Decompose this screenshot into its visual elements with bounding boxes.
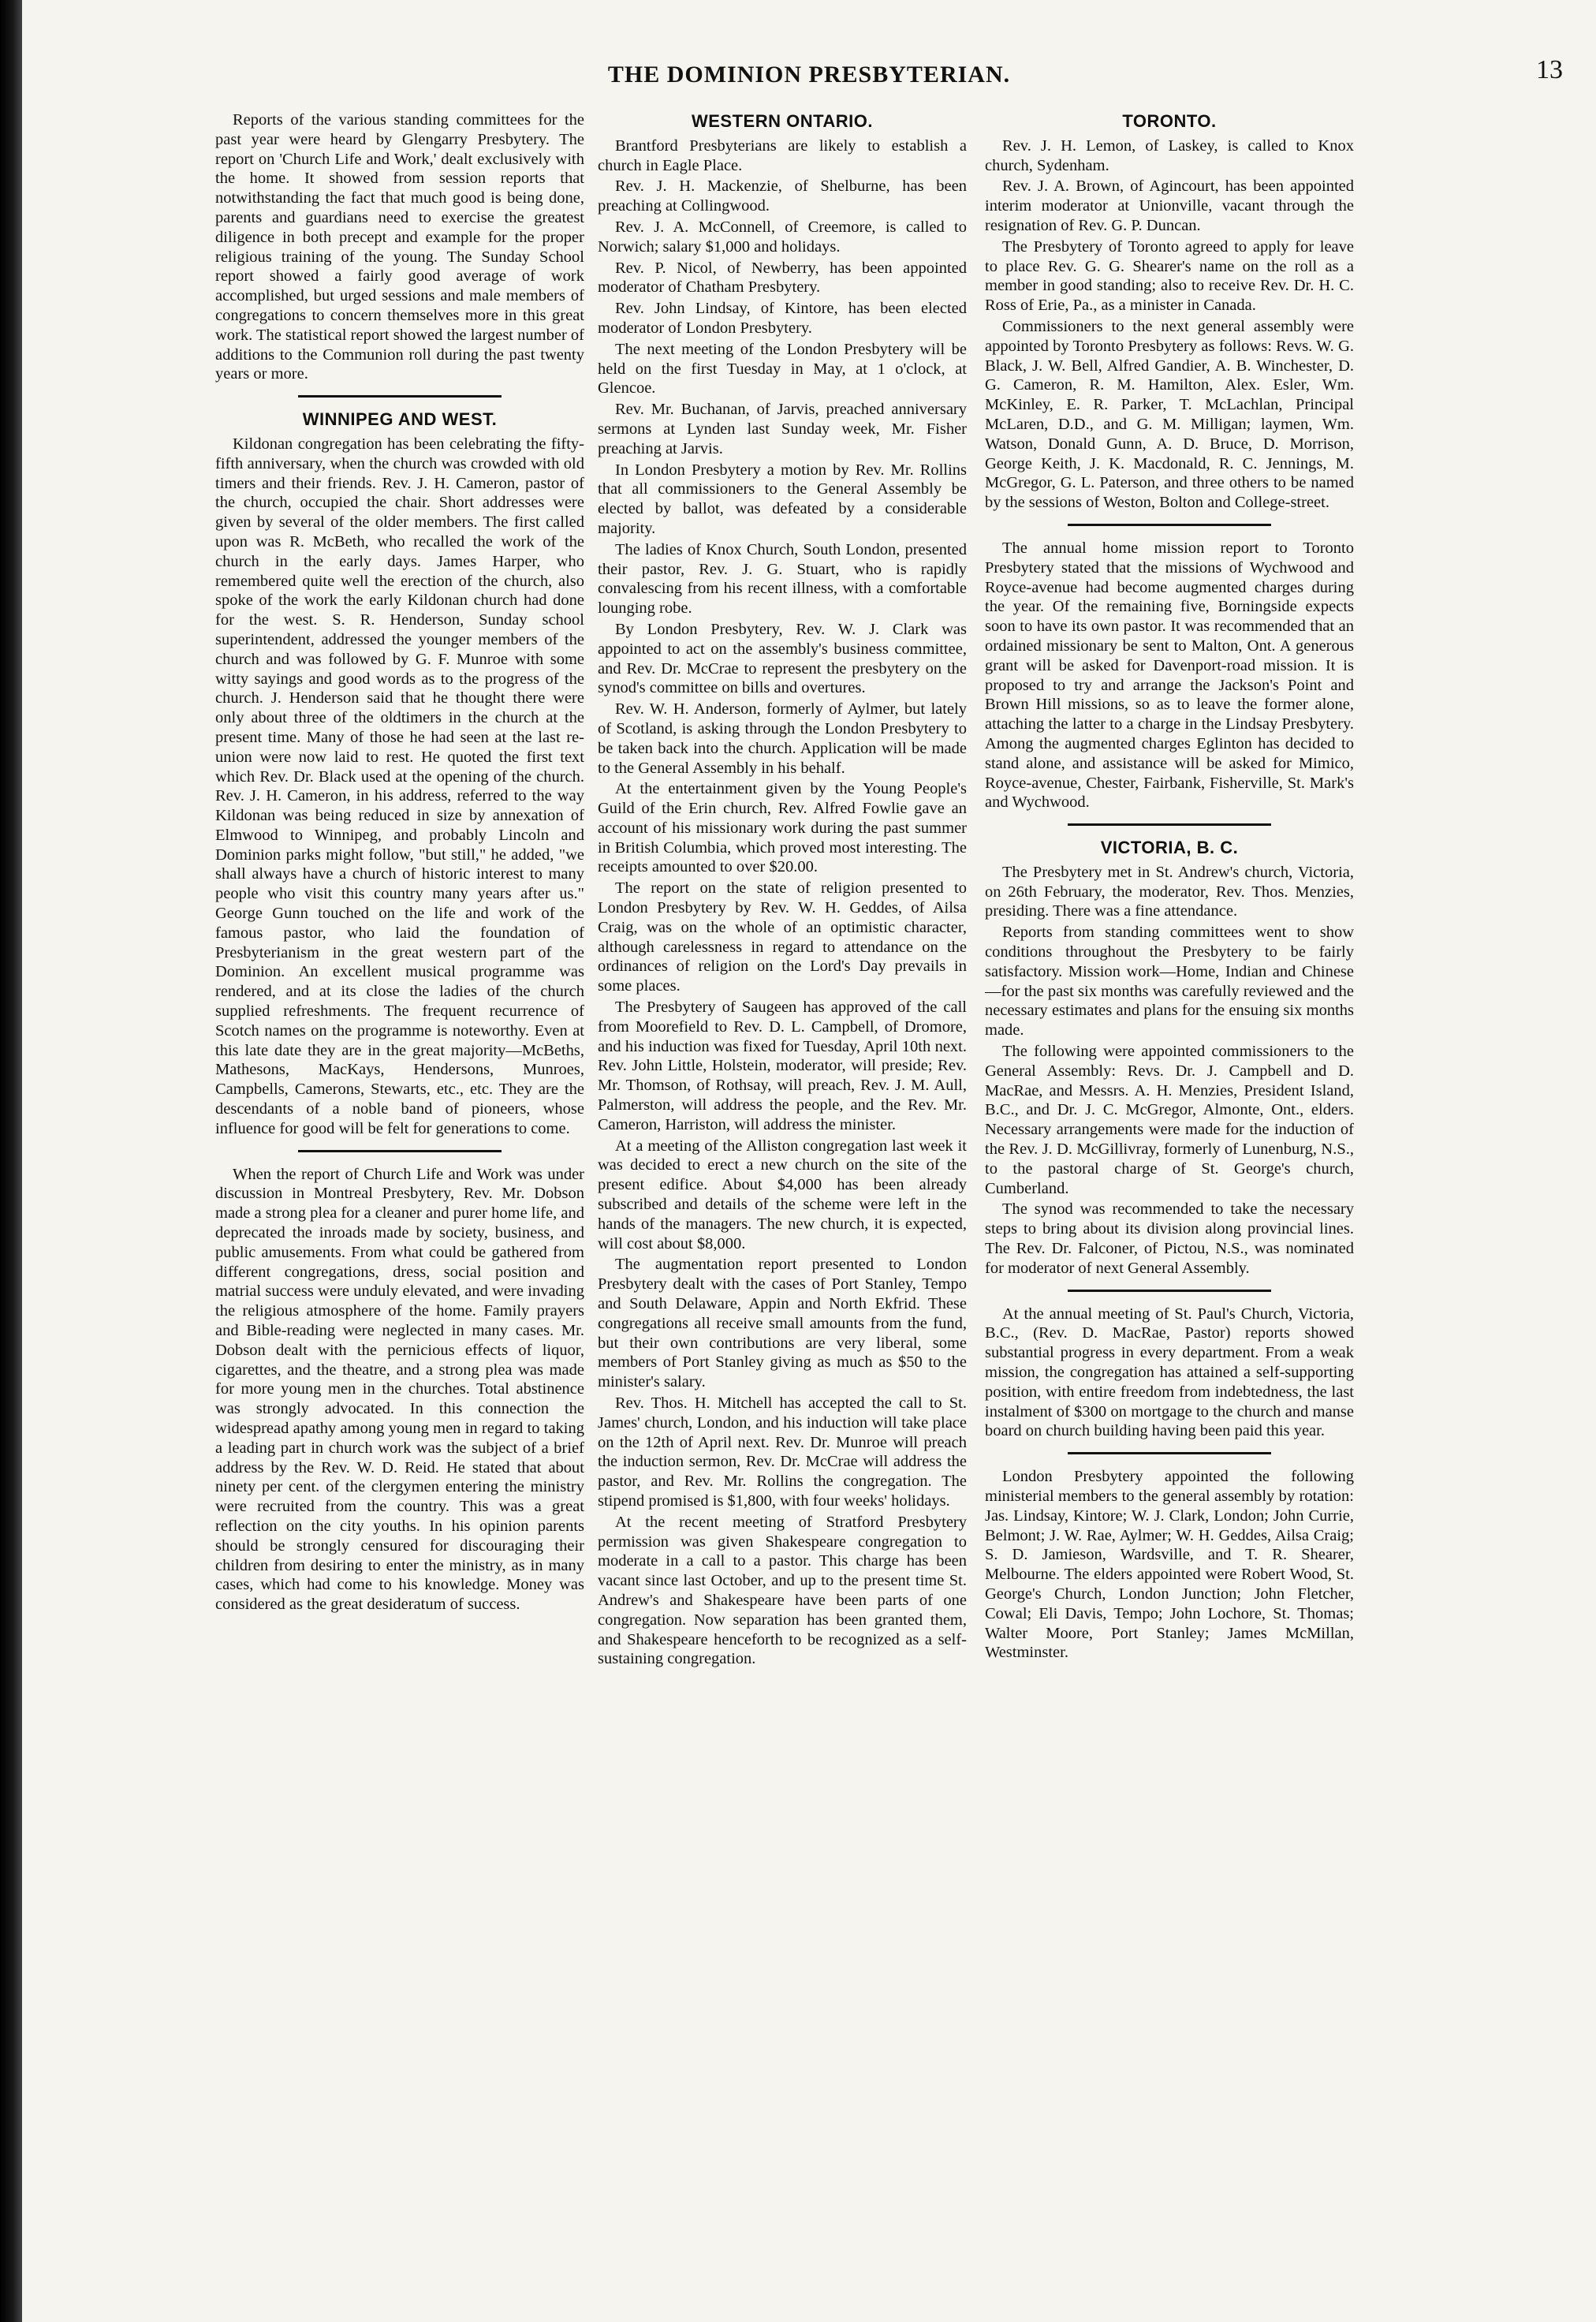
article-paragraph: The Presbytery of Saugeen has approved of the call from Moorefield to Rev. D. L. Campbell, of Dromore, and his induction was fixed for Tuesday, April 10th next. Rev. John Little, Holstein, moderator, will preside; Rev. Mr. Thomson, of Rothsay, will preach, Rev. J. M. Aull, Palmerston, will address the people, and the Rev. Mr. Cameron, Harriston, will address the minister. xyxy=(598,999,967,1133)
article-paragraph: The Presbytery met in St. Andrew's church, Victoria, on 26th February, the moderator, Rev. Thos. Menzies, presiding. There was a fine attendance. xyxy=(985,863,1354,920)
section-divider xyxy=(298,395,501,398)
article-paragraph: Rev. P. Nicol, of Newberry, has been appointed moderator of Chatham Presbytery. xyxy=(598,259,967,297)
section-divider xyxy=(1068,823,1270,826)
section-heading: WESTERN ONTARIO. xyxy=(691,111,874,131)
page-number: 13 xyxy=(1536,55,1563,84)
section-heading: TORONTO. xyxy=(1122,111,1217,131)
article-paragraph: Rev. J. A. Brown, of Agincourt, has been appointed interim moderator at Unionville, vacant through the resignation of Rev. G. P. Duncan. xyxy=(985,177,1354,234)
article-paragraph: Rev. Thos. H. Mitchell has accepted the call to St. James' church, London, and his induction will take place on the 12th of April next. Rev. Dr. Munroe will preach the induction sermon, Rev. Dr. McCrae will address the pastor, and Rev. Mr. Rollins the congregation. The stipend promised is $1,800, with four weeks' holidays. xyxy=(598,1394,967,1510)
article-paragraph: Rev. J. H. Mackenzie, of Shelburne, has been preaching at Collingwood. xyxy=(598,177,967,215)
article-paragraph: Rev. John Lindsay, of Kintore, has been elected moderator of London Presbytery. xyxy=(598,300,967,337)
article-paragraph: Reports from standing committees went to show conditions throughout the Presbytery to be fairly satisfactory. Mission work—Home, Indian and Chinese—for the past six months was carefully reviewed and the necessary estimates and plans for the ensuing six months made. xyxy=(985,924,1354,1040)
article-paragraph: By London Presbytery, Rev. W. J. Clark was appointed to act on the assembly's business committee, and Rev. Dr. McCrae to represent the presbytery on the synod's committee on bills and overtures. xyxy=(598,620,967,697)
article-paragraph: Rev. J. A. McConnell, of Creemore, is called to Norwich; salary $1,000 and holidays. xyxy=(598,218,967,256)
section-divider xyxy=(298,1150,501,1152)
article-paragraph: The Presbytery of Toronto agreed to apply for leave to place Rev. G. G. Shearer's name on the roll as a member in good standing; also to receive Rev. Dr. H. C. Ross of Erie, Pa., as a minister in Canada. xyxy=(985,237,1354,315)
article-paragraph: At a meeting of the Alliston congregation last week it was decided to erect a new church on the site of the present edifice. About $4,000 has been already subscribed and details of the scheme were left in the hands of the managers. The new church, it is expected, will cost about $8,000. xyxy=(598,1137,967,1252)
column-3 xyxy=(985,110,1354,2295)
article-paragraph: Reports of the various standing committees for the past year were heard by Glengarry Presbytery. The report on 'Church Life and Work,' dealt exclusively with the home. It showed from session reports that notwithstanding the fact that much good is being done, parents and guardians need to exercise the greatest diligence in both precept and example for the proper religious training of the young. The Sunday School report showed a fairly good average of work accomplished, but urged sessions and male members of congregations to concern themselves more in this great work. The statistical report showed the largest number of additions to the Communion roll during the past twenty years or more. xyxy=(215,111,584,383)
article-paragraph: The synod was recommended to take the necessary steps to bring about its division along provincial lines. The Rev. Dr. Falconer, of Pictou, N.S., was nominated for moderator of next General Assembly. xyxy=(985,1200,1354,1277)
article-paragraph: In London Presbytery a motion by Rev. Mr. Rollins that all commissioners to the General Assembly be elected by ballot, was defeated by a considerable majority. xyxy=(598,461,967,537)
article-paragraph: The ladies of Knox Church, South London, presented their pastor, Rev. J. G. Stuart, who is rapidly convalescing from his recent illness, with a comfortable lounging robe. xyxy=(598,540,967,618)
article-paragraph: London Presbytery appointed the following ministerial members to the general assembly by rotation: Jas. Lindsay, Kintore; W. J. Clark, London; John Currie, Belmont; J. W. Rae, Aylmer; W. H. Geddes, Ailsa Craig; S. D. Jamieson, Wardsville, and T. R. Shearer, Melbourne. The elders appointed were Robert Wood, St. George's Church, London Junction; John Fletcher, Cowal; Eli Davis, Tempo; John Lochore, St. Thomas; Walter Moore, Port Stanley; James McMillan, Westminster. xyxy=(985,1468,1354,1662)
section-divider xyxy=(1068,1452,1270,1454)
article-paragraph: Rev. W. H. Anderson, formerly of Aylmer, but lately of Scotland, is asking through the London Presbytery to be taken back into the church. Application will be made to the General Assembly in his behalf. xyxy=(598,700,967,777)
article-paragraph: Brantford Presbyterians are likely to establish a church in Eagle Place. xyxy=(598,136,967,174)
column-1 xyxy=(215,110,584,2295)
article-paragraph: Commissioners to the next general assembly were appointed by Toronto Presbytery as follows: Revs. W. G. Black, J. W. Bell, Alfred Gandier, A. B. Winchester, D. G. Cameron, R. M. Hamilton, Alex. Esler, Wm. McKinley, E. R. Parker, T. McLachlan, Principal McLaren, D.D., and G. M. Milligan; laymen, Wm. Watson, Donald Gunn, A. D. Bruce, D. Morrison, George Keith, J. K. Macdonald, R. C. Jennings, M. McGregor, G. L. Paterson, and three others to be named by the sessions of Weston, Bolton and College-street. xyxy=(985,317,1354,512)
article-paragraph: Rev. Mr. Buchanan, of Jarvis, preached anniversary sermons at Lynden last Sunday week, Mr. Fisher preaching at Jarvis. xyxy=(598,401,967,457)
publication-title: THE DOMINION PRESBYTERIAN. xyxy=(607,62,1011,88)
article-paragraph: At the entertainment given by the Young People's Guild of the Erin church, Rev. Alfred Fowlie gave an account of his missionary work during the past summer in British Columbia, which proved most interesting. The receipts amounted to over $20.00. xyxy=(598,780,967,876)
article-paragraph: The next meeting of the London Presbytery will be held on the first Tuesday in May, at 1 o'clock, at Glencoe. xyxy=(598,340,967,398)
article-paragraph: The report on the state of religion presented to London Presbytery by Rev. W. H. Geddes, of Ailsa Craig, was on the whole of an optimistic character, although carelessness in regard to attendance on the ordinances of religion on the Lord's Day prevails in some places. xyxy=(598,879,967,995)
page-header xyxy=(22,55,1596,109)
section-heading: VICTORIA, B. C. xyxy=(1100,838,1239,858)
section-heading: WINNIPEG AND WEST. xyxy=(302,409,498,430)
scan-edge xyxy=(0,0,22,2322)
article-paragraph: The annual home mission report to Toronto Presbytery stated that the missions of Wychwood and Royce-avenue had become augmented charges during the year. Of the remaining five, Borningside expects soon to have its own pastor. It was recommended that an ordained missionary be sent to Malton, Ont. A generous grant will be asked for Davenport-road mission. It is proposed to try and arrange the Jackson's Point and Brown Hill missions, so as to leave the former alone, attaching the latter to a charge in the Lindsay Presbytery. Among the augmented charges Eglinton has decided to stand alone, and assistance will be asked for Mimico, Royce-avenue, Chester, Fairbank, Fisherville, St. Mark's and Wychwood. xyxy=(985,539,1354,812)
newspaper-page xyxy=(22,0,1596,2322)
article-paragraph: At the recent meeting of Stratford Presbytery permission was given Shakespeare congregation to moderate in a call to a pastor. This charge has been vacant since last October, and up to the present time St. Andrew's and Shakespeare have been parts of one congregation. Now separation has been granted them, and Shakespeare henceforth to be recognized as a self-sustaining congregation. xyxy=(598,1513,967,1668)
section-divider xyxy=(1068,524,1270,526)
section-divider xyxy=(1068,1290,1270,1292)
article-paragraph: Rev. J. H. Lemon, of Laskey, is called to Knox church, Sydenham. xyxy=(985,136,1354,174)
column-2 xyxy=(598,110,967,2295)
article-paragraph: The following were appointed commissioners to the General Assembly: Revs. Dr. J. Campbell and D. MacRae, and Messrs. A. H. Menzies, President Island, B.C., and Dr. J. C. McGregor, Almonte, Ont., elders. Necessary arrangements were made for the induction of the Rev. J. D. McGillivray, formerly of Lunenburg, N.S., to the pastoral charge of St. George's church, Cumberland. xyxy=(985,1043,1354,1197)
article-paragraph: Kildonan congregation has been celebrating the fifty-fifth anniversary, when the church was crowded with old timers and their friends. Rev. J. H. Cameron, pastor of the church, occupied the chair. Short addresses were given by several of the older members. The first called upon was R. McBeth, who recalled the work of the church in the early days. James Harper, who remembered quite well the erection of the church, also spoke of the work the early Kildonan church had done for the west. S. R. Henderson, Sunday school superintendent, addressed the younger members of the church and was followed by G. F. Munroe with some witty sayings and good words as to the progress of the church. J. Henderson said that he thought there were only about three of the oldtimers in the church at the present time. Many of those he had seen at the last re-union were now laid to rest. He quoted the first text which Rev. Dr. Black used at the opening of the church. Rev. J. H. Cameron, in his address, referred to the way Kildonan was being reduced in size by annexation of Elmwood to Winnipeg, and probably Lincoln and Dominion parks might follow, "but still," he added, "we shall always have a church of historic interest to many people who visit this country many years after us." George Gunn touched on the life and work of the famous pastor, who laid the foundation of Presbyterianism in the great western part of the Dominion. An excellent musical programme was rendered, and at its close the ladies of the church supplied refreshments. The frequent recurrence of Scotch names on the programme is noteworthy. Even at this late date they are in the great majority—McBeths, Mathesons, MacKays, Hendersons, Munroes, Campbells, Camerons, Stewarts, etc., etc. They are the descendants of a noble band of pioneers, whose influence for good will be felt for generations to come. xyxy=(215,435,584,1137)
article-paragraph: At the annual meeting of St. Paul's Church, Victoria, B.C., (Rev. D. MacRae, Pastor) reports showed substantial progress in every department. From a weak mission, the congregation has attained a self-supporting position, with entire freedom from indebtedness, the last instalment of $300 on mortgage to the church and manse board on church building having been paid this year. xyxy=(985,1305,1354,1440)
article-paragraph: The augmentation report presented to London Presbytery dealt with the cases of Port Stanley, Tempo and South Delaware, Appin and North Ekfrid. These congregations all receive small amounts from the fund, but their own contributions are very liberal, some members of Port Stanley giving as much as $50 to the minister's salary. xyxy=(598,1256,967,1391)
article-paragraph: When the report of Church Life and Work was under discussion in Montreal Presbytery, Rev. Mr. Dobson made a strong plea for a cleaner and purer home life, and deprecated the inroads made by society, business, and public amusements. From what could be gathered from different congregations, dress, social position and matrial success were unduly elevated, and were invading the religious atmosphere of the home. Family prayers and Bible-reading were neglected in many cases. Mr. Dobson dealt with the pernicious effects of liquor, cigarettes, and the theatre, and a strong plea was made for more young men in the churches. Total abstinence was strongly advocated. In this connection the widespread apathy among young men in regard to taking a leading part in church work was the subject of a brief address by the Rev. W. D. Reid. He stated that about ninety per cent. of the clergymen entering the ministry were recruited from the country. This was a great reflection on the city youths. In his opinion parents should be strongly censured for discouraging their children from desiring to enter the ministry, as in many cases, which had come to his knowledge. Money was considered as the great desideratum of success. xyxy=(215,1165,584,1614)
